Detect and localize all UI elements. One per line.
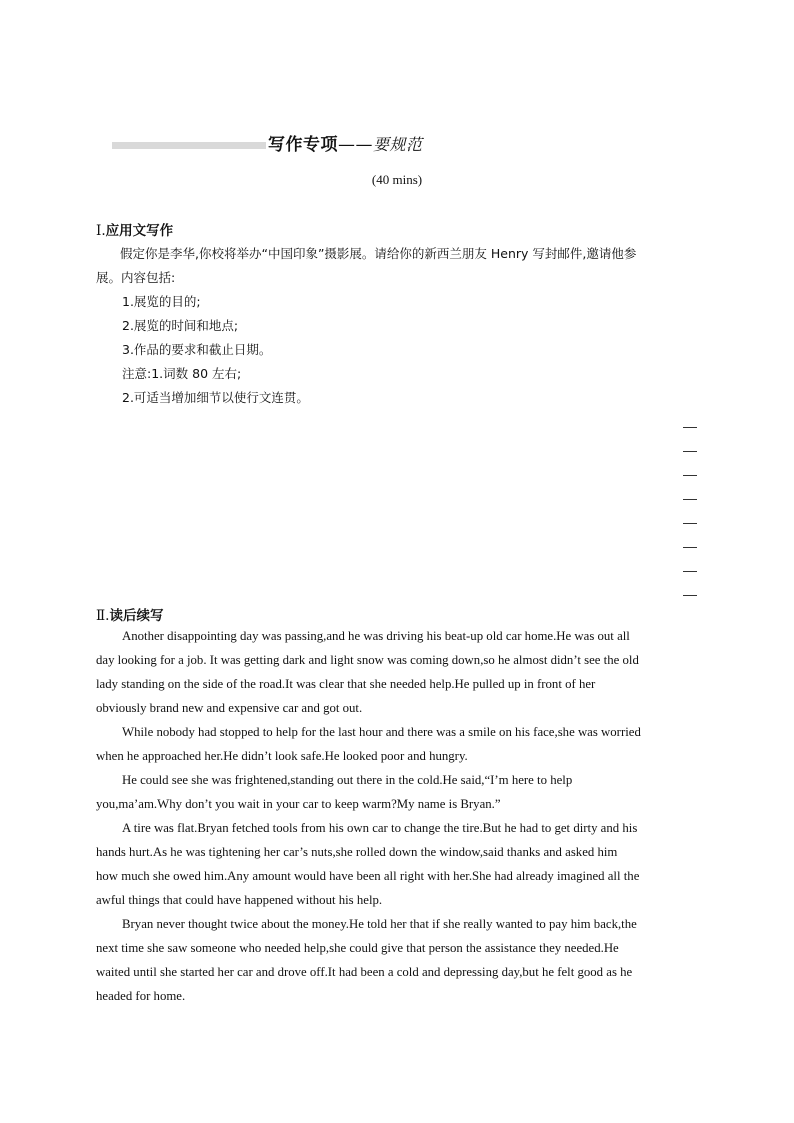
passage-line: how much she owed him.Any amount would have been all right with her.She had already imagined all the [96, 869, 640, 883]
answer-blank-line [683, 427, 697, 428]
section-1-title: 应用文写作 [105, 223, 174, 239]
title-decoration-bar [112, 142, 266, 149]
section-1-line: 1.展览的目的; [122, 294, 201, 309]
passage-line: when he approached her.He didn’t look safe.He looked poor and hungry. [96, 749, 468, 763]
answer-blank-line [683, 547, 697, 548]
section-1-line: 注意:1.词数 80 左右; [122, 366, 242, 381]
answer-blank-line [683, 451, 697, 452]
section-2-title: 读后续写 [109, 608, 164, 624]
section-1-numeral: Ⅰ. [96, 223, 106, 239]
passage-line: awful things that could have happened without his help. [96, 893, 383, 907]
passage-line: He could see she was frightened,standing out there in the cold.He said,“I’m here to help [122, 773, 573, 787]
page-title [268, 130, 423, 155]
passage-line: you,ma’am.Why don’t you wait in your car to keep warm?My name is Bryan.” [96, 797, 501, 811]
passage-line: lady standing on the side of the road.It was clear that she needed help.He pulled up in front of her [96, 677, 596, 691]
answer-blank-line [683, 595, 697, 596]
title-dash: —— [338, 135, 373, 155]
passage-line: Bryan never thought twice about the money.He told her that if she really wanted to pay him back,the [122, 917, 637, 931]
answer-blank-line [683, 571, 697, 572]
passage-line: waited until she started her car and drove off.It had been a cold and depressing day,but he felt good as he [96, 965, 633, 979]
passage-line: obviously brand new and expensive car and got out. [96, 701, 363, 715]
passage-line: Another disappointing day was passing,and he was driving his beat-up old car home.He was out all [122, 629, 630, 643]
passage-line: next time she saw someone who needed help,she could give that person the assistance they needed.He [96, 941, 619, 955]
passage-line: headed for home. [96, 989, 186, 1003]
section-1-line: 假定你是李华,你校将举办“中国印象”摄影展。请给你的新西兰朋友 Henry 写封邮件,邀请他参 [120, 246, 637, 261]
passage-line: day looking for a job. It was getting dark and light snow was coming down,so he almost didn’t see the old [96, 653, 639, 667]
answer-blank-line [683, 499, 697, 500]
section-1-line: 2.展览的时间和地点; [122, 318, 239, 333]
passage-line: hands hurt.As he was tightening her car’s nuts,she rolled down the window,said thanks and asked him [96, 845, 618, 859]
section-1-line: 3.作品的要求和截止日期。 [122, 342, 272, 357]
section-1-line: 2.可适当增加细节以使行文连贯。 [122, 390, 309, 405]
title-main: 写作专项 [268, 135, 338, 155]
section-2-numeral: Ⅱ. [96, 608, 110, 624]
section-2-heading [96, 604, 163, 624]
answer-blank-line [683, 475, 697, 476]
passage-line: A tire was flat.Bryan fetched tools from his own car to change the tire.But he had to get dirty and his [122, 821, 638, 835]
time-limit: (40 mins) [371, 172, 423, 187]
answer-blank-line [683, 523, 697, 524]
section-1-line: 展。内容包括: [96, 270, 176, 285]
passage-line: While nobody had stopped to help for the last hour and there was a smile on his face,she was worried [122, 725, 641, 739]
section-1-heading [96, 219, 173, 239]
title-subtitle: 要规范 [373, 135, 423, 154]
